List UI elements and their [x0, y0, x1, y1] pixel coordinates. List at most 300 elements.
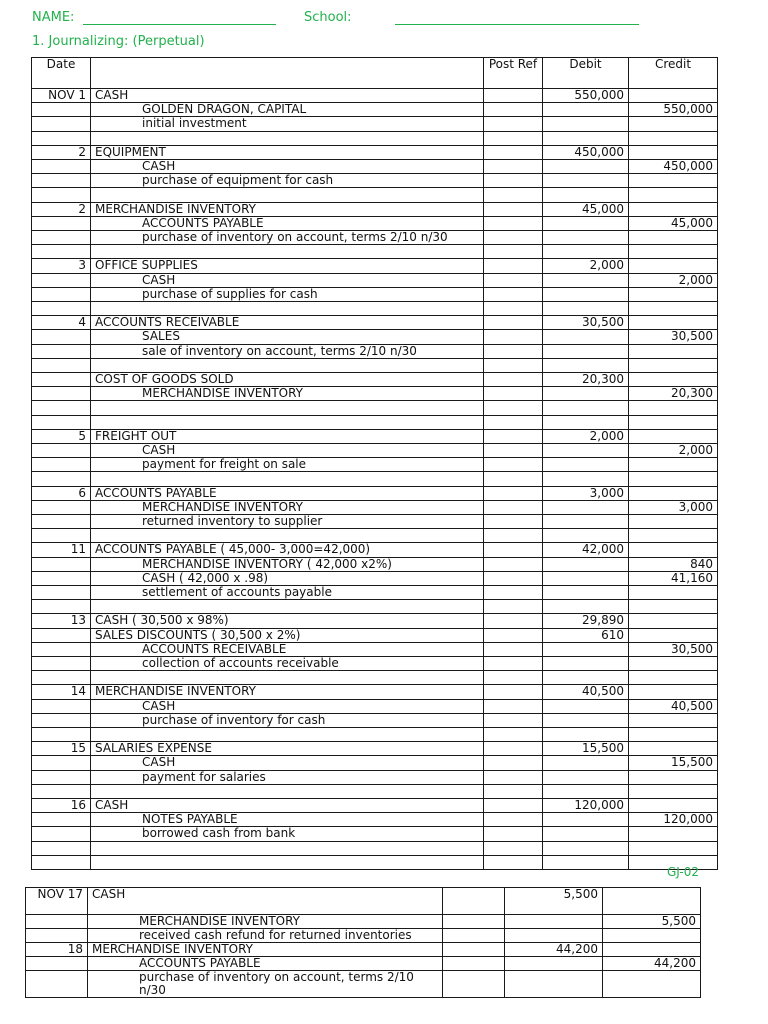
post-ref-cell	[484, 160, 543, 174]
date-cell: 3	[32, 259, 91, 273]
account-cell	[91, 188, 484, 202]
journal-row	[32, 827, 718, 841]
account-cell: CASH ( 30,500 x 98%)	[91, 614, 484, 628]
journal-row	[32, 145, 718, 159]
date-cell	[32, 302, 91, 316]
account-cell: purchase of supplies for cash	[91, 287, 484, 301]
debit-cell: 550,000	[543, 89, 629, 103]
journal-row	[32, 614, 718, 628]
date-cell	[32, 784, 91, 798]
debit-cell	[543, 415, 629, 429]
post-ref-cell	[484, 131, 543, 145]
post-ref-cell	[484, 443, 543, 457]
journal-row	[32, 372, 718, 386]
credit-cell	[629, 486, 718, 500]
date-cell	[32, 713, 91, 727]
account-cell	[91, 529, 484, 543]
account-cell: ACCOUNTS PAYABLE ( 45,000- 3,000=42,000)	[91, 543, 484, 557]
credit-cell	[629, 827, 718, 841]
credit-cell	[629, 344, 718, 358]
journal-row	[32, 245, 718, 259]
journal-row	[32, 642, 718, 656]
page-code: GJ-02	[667, 865, 700, 879]
debit-cell	[543, 344, 629, 358]
account-cell	[91, 841, 484, 855]
journal-row	[32, 798, 718, 812]
post-ref-cell	[484, 344, 543, 358]
account-cell: CASH	[91, 443, 484, 457]
post-ref-cell	[443, 929, 505, 943]
post-ref-cell	[484, 685, 543, 699]
credit-cell	[629, 117, 718, 131]
account-cell: MERCHANDISE INVENTORY	[91, 500, 484, 514]
account-cell	[91, 131, 484, 145]
date-cell	[32, 273, 91, 287]
debit-cell: 450,000	[543, 145, 629, 159]
account-cell: COST OF GOODS SOLD	[91, 372, 484, 386]
post-ref-cell	[484, 813, 543, 827]
credit-cell	[629, 287, 718, 301]
post-ref-cell	[443, 971, 505, 998]
post-ref-cell	[484, 727, 543, 741]
post-ref-header: Post Ref	[484, 58, 543, 89]
debit-header: Debit	[543, 58, 629, 89]
debit-cell: 610	[543, 628, 629, 642]
account-cell: purchase of inventory on account, terms 2/10 n/30	[91, 231, 484, 245]
debit-cell: 42,000	[543, 543, 629, 557]
date-cell	[32, 514, 91, 528]
journal-row	[32, 415, 718, 429]
credit-cell	[629, 401, 718, 415]
post-ref-cell	[484, 671, 543, 685]
credit-cell	[629, 131, 718, 145]
journal-row	[32, 429, 718, 443]
date-cell	[32, 415, 91, 429]
debit-cell	[543, 117, 629, 131]
post-ref-cell	[484, 174, 543, 188]
post-ref-cell	[484, 543, 543, 557]
journal-row	[32, 742, 718, 756]
debit-cell	[505, 915, 603, 929]
date-cell: 5	[32, 429, 91, 443]
credit-cell	[629, 429, 718, 443]
journal-row	[32, 685, 718, 699]
journal-row	[32, 174, 718, 188]
date-cell	[32, 727, 91, 741]
post-ref-cell	[484, 358, 543, 372]
journal-row	[32, 358, 718, 372]
credit-cell	[629, 600, 718, 614]
account-cell: sale of inventory on account, terms 2/10 n/30	[91, 344, 484, 358]
date-cell	[32, 443, 91, 457]
debit-cell	[543, 671, 629, 685]
account-cell: CASH	[91, 798, 484, 812]
journal-row	[32, 443, 718, 457]
journal-row	[32, 671, 718, 685]
credit-cell: 5,500	[603, 915, 701, 929]
journal-header-row	[32, 58, 718, 89]
post-ref-cell	[484, 585, 543, 599]
debit-cell: 5,500	[505, 888, 603, 915]
date-cell	[32, 174, 91, 188]
account-cell	[91, 671, 484, 685]
debit-cell	[543, 472, 629, 486]
account-cell	[91, 600, 484, 614]
credit-cell	[629, 671, 718, 685]
debit-cell	[543, 387, 629, 401]
debit-cell: 2,000	[543, 429, 629, 443]
account-cell: CASH	[91, 756, 484, 770]
date-cell	[32, 557, 91, 571]
journal-row	[32, 770, 718, 784]
journal-row	[32, 188, 718, 202]
debit-cell	[543, 585, 629, 599]
journal-row	[32, 103, 718, 117]
credit-cell	[629, 188, 718, 202]
account-cell: MERCHANDISE INVENTORY	[91, 387, 484, 401]
account-cell	[91, 784, 484, 798]
debit-cell: 3,000	[543, 486, 629, 500]
debit-cell	[543, 231, 629, 245]
journal-row	[32, 557, 718, 571]
journal-row	[32, 855, 718, 869]
date-cell	[32, 500, 91, 514]
date-cell	[32, 841, 91, 855]
date-cell	[32, 358, 91, 372]
credit-cell	[629, 685, 718, 699]
journal-row	[32, 727, 718, 741]
post-ref-cell	[484, 117, 543, 131]
post-ref-cell	[484, 827, 543, 841]
account-header	[91, 58, 484, 89]
date-cell	[32, 656, 91, 670]
date-cell	[32, 188, 91, 202]
date-cell	[32, 330, 91, 344]
journal-row	[32, 756, 718, 770]
journal-row	[26, 915, 701, 929]
date-cell	[32, 287, 91, 301]
date-cell	[32, 600, 91, 614]
credit-cell	[629, 316, 718, 330]
account-cell: payment for salaries	[91, 770, 484, 784]
debit-cell: 30,500	[543, 316, 629, 330]
account-cell: ACCOUNTS RECEIVABLE	[91, 642, 484, 656]
credit-cell	[629, 514, 718, 528]
debit-cell	[543, 358, 629, 372]
journal-row	[32, 330, 718, 344]
post-ref-cell	[484, 202, 543, 216]
account-cell: MERCHANDISE INVENTORY	[88, 915, 443, 929]
post-ref-cell	[484, 855, 543, 869]
post-ref-cell	[484, 756, 543, 770]
post-ref-cell	[484, 273, 543, 287]
debit-cell	[543, 103, 629, 117]
journal-table-continued	[25, 887, 701, 998]
debit-cell	[543, 131, 629, 145]
journal-row	[26, 929, 701, 943]
debit-cell	[543, 188, 629, 202]
credit-cell: 550,000	[629, 103, 718, 117]
date-cell: 11	[32, 543, 91, 557]
debit-cell: 2,000	[543, 259, 629, 273]
journal-row	[32, 543, 718, 557]
post-ref-cell	[484, 699, 543, 713]
debit-cell	[543, 813, 629, 827]
account-cell: CASH	[91, 160, 484, 174]
account-cell	[91, 855, 484, 869]
post-ref-cell	[484, 628, 543, 642]
credit-cell	[629, 585, 718, 599]
journal-row	[32, 302, 718, 316]
journal-row	[32, 486, 718, 500]
date-cell	[32, 216, 91, 230]
date-cell	[26, 929, 88, 943]
debit-cell	[543, 245, 629, 259]
account-cell: purchase of equipment for cash	[91, 174, 484, 188]
credit-cell	[629, 727, 718, 741]
date-cell	[32, 813, 91, 827]
post-ref-cell	[484, 372, 543, 386]
credit-cell	[629, 202, 718, 216]
credit-cell	[629, 742, 718, 756]
account-cell: ACCOUNTS RECEIVABLE	[91, 316, 484, 330]
credit-cell	[629, 713, 718, 727]
credit-cell	[603, 888, 701, 915]
date-cell	[26, 915, 88, 929]
debit-cell	[543, 770, 629, 784]
account-cell: CASH ( 42,000 x .98)	[91, 571, 484, 585]
date-cell	[32, 103, 91, 117]
journal-row	[32, 571, 718, 585]
journal-row	[26, 943, 701, 957]
journal-row	[32, 529, 718, 543]
journal-row	[32, 784, 718, 798]
debit-cell	[543, 600, 629, 614]
date-cell: 18	[26, 943, 88, 957]
date-cell	[32, 372, 91, 386]
account-cell: MERCHANDISE INVENTORY	[88, 943, 443, 957]
credit-cell	[629, 415, 718, 429]
post-ref-cell	[484, 415, 543, 429]
credit-cell	[629, 372, 718, 386]
account-cell: CASH	[91, 89, 484, 103]
date-cell	[32, 855, 91, 869]
debit-cell	[543, 713, 629, 727]
post-ref-cell	[484, 103, 543, 117]
journal-row	[26, 888, 701, 915]
post-ref-cell	[484, 458, 543, 472]
post-ref-cell	[484, 429, 543, 443]
credit-cell: 45,000	[629, 216, 718, 230]
credit-cell	[629, 89, 718, 103]
debit-cell	[543, 174, 629, 188]
debit-cell	[543, 500, 629, 514]
debit-cell	[543, 642, 629, 656]
date-cell: 4	[32, 316, 91, 330]
credit-cell: 120,000	[629, 813, 718, 827]
date-cell: 6	[32, 486, 91, 500]
credit-cell	[629, 798, 718, 812]
date-cell: 16	[32, 798, 91, 812]
journal-row	[32, 401, 718, 415]
credit-cell	[603, 971, 701, 998]
credit-cell: 44,200	[603, 957, 701, 971]
debit-cell	[543, 273, 629, 287]
post-ref-cell	[484, 216, 543, 230]
post-ref-cell	[484, 316, 543, 330]
post-ref-cell	[443, 915, 505, 929]
date-cell	[32, 458, 91, 472]
credit-cell: 15,500	[629, 756, 718, 770]
credit-cell: 20,300	[629, 387, 718, 401]
account-cell	[91, 302, 484, 316]
credit-cell: 41,160	[629, 571, 718, 585]
journal-row	[32, 202, 718, 216]
post-ref-cell	[484, 259, 543, 273]
date-cell	[32, 245, 91, 259]
journal-row	[32, 628, 718, 642]
credit-cell	[629, 245, 718, 259]
debit-cell	[543, 302, 629, 316]
debit-cell	[543, 571, 629, 585]
date-cell	[32, 131, 91, 145]
date-cell	[32, 628, 91, 642]
debit-cell	[543, 287, 629, 301]
post-ref-cell	[484, 500, 543, 514]
post-ref-cell	[484, 514, 543, 528]
account-cell	[91, 472, 484, 486]
account-cell: purchase of inventory on account, terms 2/10 n/30	[88, 971, 443, 998]
date-cell	[32, 770, 91, 784]
debit-cell	[543, 330, 629, 344]
date-cell	[32, 387, 91, 401]
date-cell: 2	[32, 145, 91, 159]
account-cell: SALARIES EXPENSE	[91, 742, 484, 756]
journal-row	[32, 514, 718, 528]
journal-row	[32, 89, 718, 103]
debit-cell: 40,500	[543, 685, 629, 699]
date-cell	[32, 344, 91, 358]
post-ref-cell	[484, 798, 543, 812]
credit-cell	[629, 656, 718, 670]
credit-cell: 30,500	[629, 330, 718, 344]
post-ref-cell	[484, 145, 543, 159]
post-ref-cell	[484, 486, 543, 500]
journal-row	[32, 316, 718, 330]
journal-row	[32, 656, 718, 670]
account-cell: borrowed cash from bank	[91, 827, 484, 841]
account-cell: MERCHANDISE INVENTORY	[91, 202, 484, 216]
journal-row	[32, 231, 718, 245]
date-cell	[32, 231, 91, 245]
credit-cell	[629, 145, 718, 159]
post-ref-cell	[484, 557, 543, 571]
journal-row	[32, 387, 718, 401]
credit-cell	[603, 943, 701, 957]
post-ref-cell	[484, 614, 543, 628]
account-cell: EQUIPMENT	[91, 145, 484, 159]
account-cell: ACCOUNTS PAYABLE	[88, 957, 443, 971]
account-cell: initial investment	[91, 117, 484, 131]
post-ref-cell	[484, 330, 543, 344]
account-cell	[91, 727, 484, 741]
name-input-line[interactable]	[83, 24, 276, 25]
debit-cell	[505, 957, 603, 971]
account-cell: CASH	[91, 699, 484, 713]
post-ref-cell	[484, 245, 543, 259]
credit-cell: 2,000	[629, 273, 718, 287]
credit-cell	[629, 358, 718, 372]
journal-row	[32, 117, 718, 131]
credit-cell	[603, 929, 701, 943]
account-cell	[91, 358, 484, 372]
journal-row	[32, 841, 718, 855]
account-cell	[91, 245, 484, 259]
credit-header: Credit	[629, 58, 718, 89]
date-cell	[32, 671, 91, 685]
debit-cell: 15,500	[543, 742, 629, 756]
credit-cell	[629, 174, 718, 188]
account-cell: received cash refund for returned inventories	[88, 929, 443, 943]
debit-cell	[543, 401, 629, 415]
credit-cell: 2,000	[629, 443, 718, 457]
credit-cell	[629, 529, 718, 543]
date-cell	[32, 529, 91, 543]
post-ref-cell	[484, 302, 543, 316]
account-cell: MERCHANDISE INVENTORY ( 42,000 x2%)	[91, 557, 484, 571]
date-cell	[32, 756, 91, 770]
journal-row	[32, 500, 718, 514]
school-input-line[interactable]	[395, 24, 639, 25]
account-cell: collection of accounts receivable	[91, 656, 484, 670]
post-ref-cell	[484, 472, 543, 486]
account-cell: FREIGHT OUT	[91, 429, 484, 443]
account-cell: SALES DISCOUNTS ( 30,500 x 2%)	[91, 628, 484, 642]
debit-cell	[505, 929, 603, 943]
journal-row	[32, 699, 718, 713]
post-ref-cell	[484, 231, 543, 245]
post-ref-cell	[484, 571, 543, 585]
journal-row	[32, 344, 718, 358]
post-ref-cell	[484, 529, 543, 543]
date-header: Date	[32, 58, 91, 89]
credit-cell	[629, 841, 718, 855]
post-ref-cell	[484, 89, 543, 103]
debit-cell: 20,300	[543, 372, 629, 386]
date-cell: NOV 17	[26, 888, 88, 915]
date-cell	[32, 699, 91, 713]
date-cell	[32, 642, 91, 656]
post-ref-cell	[484, 387, 543, 401]
date-cell: 14	[32, 685, 91, 699]
account-cell: NOTES PAYABLE	[91, 813, 484, 827]
debit-cell	[543, 443, 629, 457]
journal-row	[32, 585, 718, 599]
section-title: 1. Journalizing: (Perpetual)	[32, 34, 205, 49]
debit-cell	[543, 699, 629, 713]
debit-cell	[543, 656, 629, 670]
account-cell: returned inventory to supplier	[91, 514, 484, 528]
account-cell: ACCOUNTS PAYABLE	[91, 216, 484, 230]
post-ref-cell	[443, 943, 505, 957]
account-cell: purchase of inventory for cash	[91, 713, 484, 727]
post-ref-cell	[484, 784, 543, 798]
credit-cell: 450,000	[629, 160, 718, 174]
account-cell: settlement of accounts payable	[91, 585, 484, 599]
journal-row	[32, 813, 718, 827]
post-ref-cell	[443, 957, 505, 971]
journal-row	[32, 160, 718, 174]
